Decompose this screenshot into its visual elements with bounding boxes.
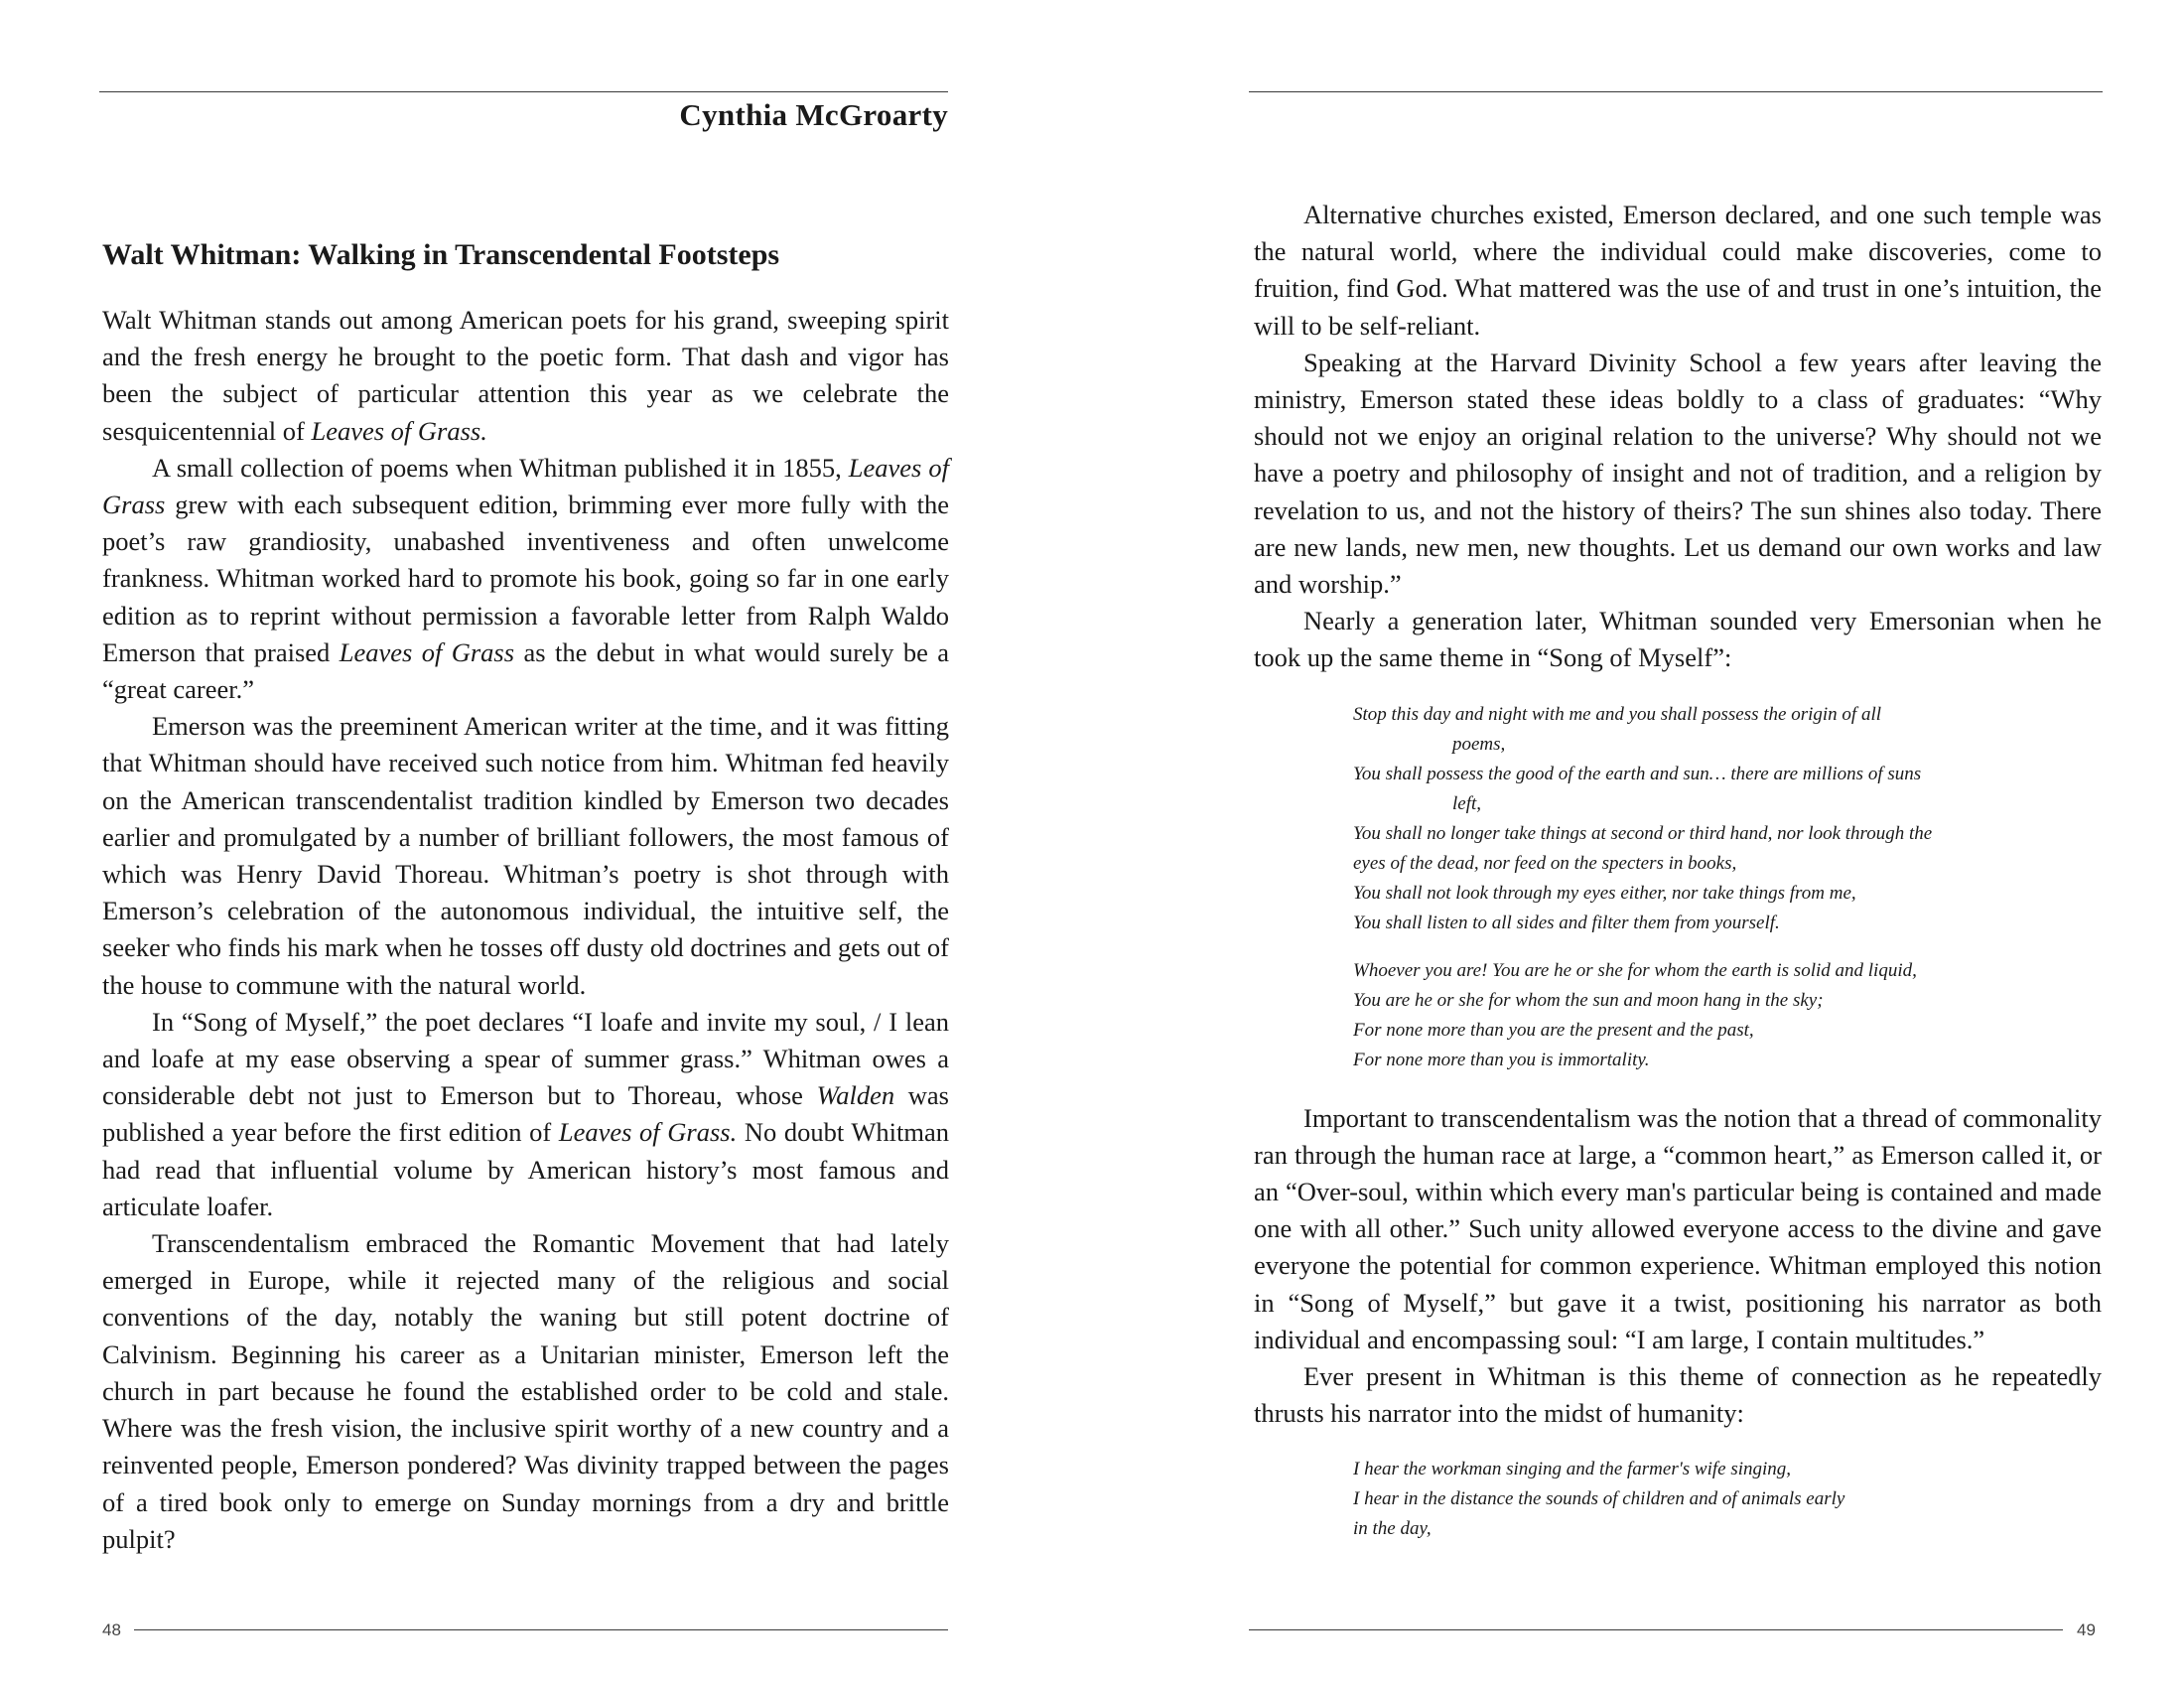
text-run: Nearly a generation later, Whitman sounded very Emersonian when he took up the same theme in “Song of Myself”: bbox=[1254, 606, 2102, 673]
body-paragraph bbox=[1254, 603, 2102, 676]
body-paragraph bbox=[1254, 345, 2102, 603]
text-run: grew with each subsequent edition, brimming ever more fully with the poet’s raw grandiosity, unabashed inventiveness and often unwelcome frankness. Whitman worked hard to promote his book, going so far in one early edition as to reprint without permission a favorable letter from Ralph Waldo Emerson that praised bbox=[102, 490, 949, 667]
italic-title: Leaves of Grass. bbox=[558, 1117, 738, 1148]
text-run: Transcendentalism embraced the Romantic Movement that had lately emerged in Europe, while it rejected many of the religious and social conventions of the day, notably the waning but still potent doctrine of Calvinism. Beginning his career as a Unitarian minister, Emerson left the church in part because he found the established order to be cold and stale. Where was the fresh vision, the inclusive spirit worthy of a new country and a reinvented people, Emerson pondered? Was divinity trapped between the pages of a tired book only to emerge on Sunday mornings from a dry and brittle pulpit? bbox=[102, 1228, 949, 1554]
top-rule-left bbox=[99, 91, 948, 92]
text-run: Walt Whitman stands out among American poets for his grand, sweeping spirit and the fresh energy he brought to the poetic form. That dash and vigor has been the subject of particular attention this year as we celebrate the sesquicentennial of bbox=[102, 305, 949, 446]
poem-line: You shall listen to all sides and filter them from yourself. bbox=[1353, 912, 1780, 933]
poem-line: I hear in the distance the sounds of children and of animals early bbox=[1353, 1488, 1845, 1510]
body-paragraph bbox=[102, 450, 949, 708]
poem-line: in the day, bbox=[1353, 1518, 1432, 1540]
body-paragraph bbox=[1254, 1358, 2102, 1432]
poem-stanza bbox=[1353, 956, 2102, 1075]
poem-line: You are he or she for whom the sun and moon hang in the sky; bbox=[1353, 989, 1824, 1011]
text-run: Alternative churches existed, Emerson declared, and one such temple was the natural world, where the individual could make discoveries, come to fruition, find God. What mattered was the use of and trust in one’s intuition, the will to be self-reliant. bbox=[1254, 200, 2102, 341]
poem-line: You shall no longer take things at second or third hand, nor look through the bbox=[1353, 822, 1933, 844]
poem-stanza bbox=[1353, 700, 2102, 938]
text-run: No doubt Whitman had read that influential volume by American history’s most famous and articulate loafer. bbox=[102, 1117, 949, 1221]
left-page-body bbox=[102, 302, 949, 1558]
running-head-author: Cynthia McGroarty bbox=[679, 97, 948, 132]
text-run: Important to transcendentalism was the notion that a thread of commonality ran through the human race at large, a “common heart,” as Emerson called it, or an “Over-soul, within which every man's particular being is contained and made one with all other.” Such unity allowed everyone access to the divine and gave everyone the potential for common experience. Whitman employed this notion in “Song of Myself,” but gave it a twist, positioning his narrator as both individual and encompassing soul: “I am large, I contain multitudes.” bbox=[1254, 1102, 2102, 1354]
page-number-left: 48 bbox=[102, 1620, 121, 1639]
body-paragraph bbox=[102, 1225, 949, 1558]
poem-line: For none more than you is immortality. bbox=[1353, 1049, 1650, 1070]
bottom-rule-right bbox=[1249, 1629, 2063, 1630]
poem-line: poems, bbox=[1452, 733, 1506, 755]
poem-line: You shall not look through my eyes either, nor take things from me, bbox=[1353, 882, 1856, 904]
poem-line: I hear the workman singing and the farmer's wife singing, bbox=[1353, 1459, 1792, 1480]
poem-quotation bbox=[1353, 700, 2102, 1075]
poem-line: For none more than you are the present and the past, bbox=[1353, 1019, 1754, 1041]
poem-stanza bbox=[1353, 1455, 2102, 1544]
body-paragraph bbox=[102, 1004, 949, 1225]
text-run: In “Song of Myself,” the poet declares “I loafe and invite my soul, / I lean and loafe at my ease observing a spear of summer grass.” Whitman owes a considerable debt not just to Emerson but to Thoreau, whose bbox=[102, 1006, 949, 1111]
poem-quotation bbox=[1353, 1455, 2102, 1544]
italic-title: Leaves of Grass bbox=[102, 452, 949, 520]
poem-line: Stop this day and night with me and you shall possess the origin of all bbox=[1353, 703, 1881, 725]
text-run: as the debut in what would surely be a “great career.” bbox=[102, 636, 950, 705]
bottom-rule-left bbox=[134, 1629, 948, 1630]
body-paragraph bbox=[1254, 1100, 2102, 1358]
italic-title: Leaves of Grass. bbox=[311, 415, 487, 446]
body-paragraph bbox=[1254, 197, 2102, 345]
body-paragraph bbox=[102, 708, 949, 1004]
text-run: Ever present in Whitman is this theme of connection as he repeatedly thrusts his narrator into the midst of humanity: bbox=[1254, 1361, 2102, 1429]
page-number-right: 49 bbox=[2077, 1620, 2096, 1639]
text-run: was published a year before the first edition of bbox=[102, 1080, 949, 1148]
italic-title: Leaves of Grass bbox=[339, 636, 515, 667]
article-heading: Walt Whitman: Walking in Transcendental Footsteps bbox=[102, 238, 780, 271]
text-run: Emerson was the preeminent American writer at the time, and it was fitting that Whitman should have received such notice from him. Whitman fed heavily on the American transcendentalist tradition kindled by Emerson two decades earlier and promulgated by a number of brilliant followers, the most famous of which was Henry David Thoreau. Whitman’s poetry is shot through with Emerson’s celebration of the autonomous individual, the intuitive self, the seeker who finds his mark when he tosses off dusty old doctrines and gets out of the house to commune with the natural world. bbox=[102, 711, 949, 1000]
italic-title: Walden bbox=[816, 1080, 895, 1111]
text-run: A small collection of poems when Whitman published it in 1855, bbox=[152, 452, 849, 483]
right-page-body bbox=[1254, 197, 2102, 1569]
poem-line: You shall possess the good of the earth and sun… there are millions of suns bbox=[1353, 763, 1922, 784]
poem-line: eyes of the dead, nor feed on the specters in books, bbox=[1353, 852, 1737, 874]
text-run: Speaking at the Harvard Divinity School a few years after leaving the ministry, Emerson stated these ideas boldly to a class of graduates: “Why should not we enjoy an original relation to the universe? Why should not we have a poetry and philosophy of insight and not of tradition, and a religion by revelation to us, and not the history of theirs? The sun shines also today. There are new lands, new men, new thoughts. Let us demand our own works and law and worship.” bbox=[1254, 347, 2102, 600]
poem-line: left, bbox=[1452, 792, 1482, 814]
body-paragraph bbox=[102, 302, 949, 450]
top-rule-right bbox=[1249, 91, 2103, 92]
poem-line: Whoever you are! You are he or she for whom the earth is solid and liquid, bbox=[1353, 959, 1917, 981]
